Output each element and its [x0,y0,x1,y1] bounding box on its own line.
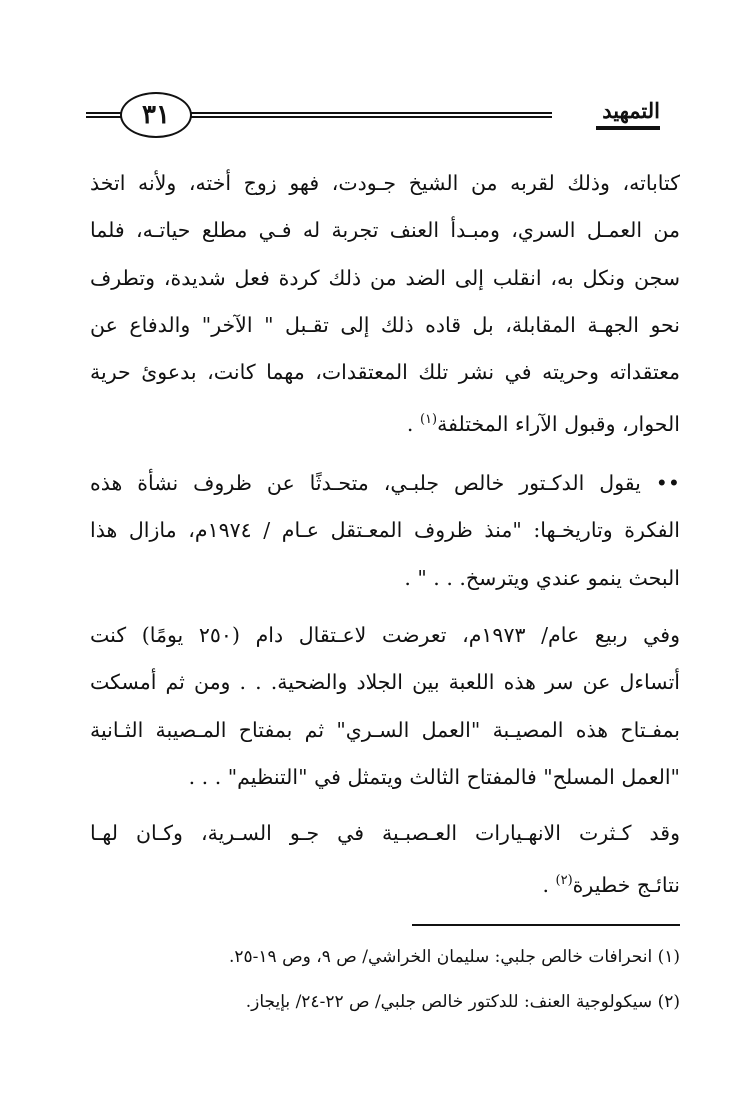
paragraph [90,460,680,602]
text-fragment: . [542,873,556,898]
footnote-ref: (١) [419,412,438,428]
text-line: بمفـتاح هذه المصيـبة "العمل السـري" ثم بمفتاح المـصيبة الثـانية [90,717,680,742]
text-line: أتساءل عن سر هذه اللعبة بين الجلاد والضحية. . . ومن ثم أمسكت [90,670,680,695]
text-line: •• يقول الدكـتور خالص جلبـي، متحـدثًا عن ظروف نشأة هذه [90,471,680,495]
text-line: كتاباته، وذلك لقربه من الشيخ جـودت، فهو زوج أخته، ولأنه اتخذ [90,171,680,195]
paragraph [90,810,680,910]
paragraph [90,612,680,801]
paragraph [90,160,680,449]
footnote-ref: (٢) [555,873,573,889]
footnote: (٢) سيكولوجية العنف: للدكتور خالص جلبي/ ص ٢٢-٢٤/ بإيجاز. [245,992,680,1012]
text-fragment: نتائـج خطيرة [572,873,680,898]
text-line: البحث ينمو عندي ويترسخ. . . " . [404,565,680,590]
text-line: وقد كـثرت الانهـيارات العـصبـية في جـو السـرية، وكـان لهـا [90,821,680,845]
running-header [80,92,660,148]
text-fragment: . [406,412,420,437]
text-line [90,857,680,909]
text-line: وفي ربيع عام/ ١٩٧٣م، تعرضت لاعـتقال دام (٢٥٠ يومًا) كنت [90,623,680,647]
footnote: (١) انحرافات خالص جلبي: سليمان الخراشي/ ص ٩، وص ١٩-٢٥. [229,947,680,967]
text-line: معتقداته وحريته في نشر تلك المعتقدات، مهما كانت، بدعوئ حرية [90,360,680,385]
page-number: ٣١ [120,92,192,138]
text-fragment: الحوار، وقبول الآراء المختلفة [437,412,680,437]
text-line [90,396,680,448]
text-line: من العمـل السري، ومبـدأ العنف تجربة له فـي مطلع حياتـه، فلما [90,218,680,243]
header-rule [596,126,660,130]
chapter-title: التمهيد [602,98,660,123]
text-line: سجن ونكل به، انقلب إلى الضد من ذلك كردة فعل شديدة، وتطرف [90,265,680,290]
text-line: نحو الجهـة المقابلة، بل قاده ذلك إلى تقـبل " الآخر" والدفاع عن [90,312,680,337]
header-rule [168,112,552,118]
footnote-separator [412,924,680,926]
text-line: الفكرة وتاريخـها: "منذ ظروف المعـتقل عـام / ١٩٧٤م، مازال هذا [90,518,680,543]
text-line: "العمل المسلح" فالمفتاح الثالث ويتمثل في "التنظيم" . . . [188,764,680,789]
